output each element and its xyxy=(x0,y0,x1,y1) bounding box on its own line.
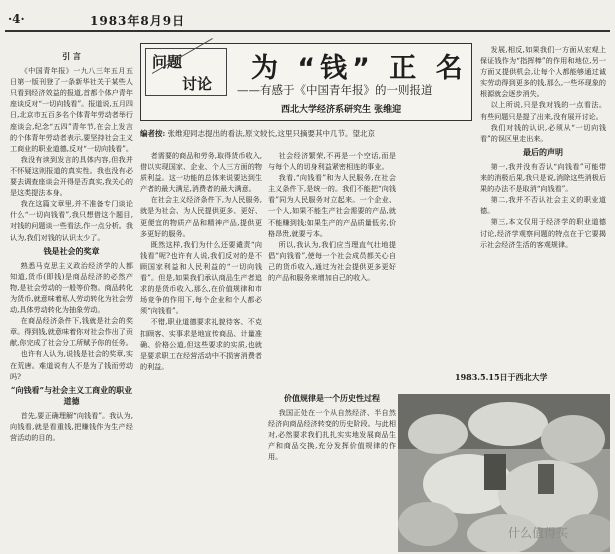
paragraph: 我没有读到发言的具体内容,但我并不怀疑这则报道的真实性。我也没有必要去调查座谈会开得是否真实,我关心的是这类提法本身。 xyxy=(10,154,133,198)
editor-note-text: 张维迎同志提出的看法,原文较长,这里只摘要其中几节。望北京 xyxy=(167,129,375,138)
section-heading: “向钱看”与社会主义工商业的职业道德 xyxy=(10,384,133,406)
stamp-top-text: 问题 xyxy=(152,53,183,71)
column-2 xyxy=(140,150,262,550)
page-number: ·4· xyxy=(8,12,25,26)
paragraph: 者需要的商品和劳务,取得货币收入,借以实现国家、企业、个人三方面的物质利益。这一功能的总体来说要达到生产者的最大满足,消费者的最大满意。 xyxy=(140,151,262,194)
column-5 xyxy=(480,44,606,384)
paragraph: 首先,要正确理解“向钱看”。我认为,向钱看,就是看重钱,把赚钱作为生产经营活动的目的。 xyxy=(10,410,133,443)
section-heading: 价值规律是一个历史性过程 xyxy=(284,393,380,403)
editor-note-label: 编者按: xyxy=(140,129,166,138)
article-title-box xyxy=(140,43,472,121)
article-subtitle: ——有感于《中国青年报》的一则报道 xyxy=(237,83,433,97)
watermark: 什么值得买 xyxy=(508,526,569,540)
section-heading: 最后的声明 xyxy=(523,146,563,157)
paragraph: 我国正处在一个从自然经济、半自然经济向商品经济转变的历史阶段。与此相对,必然要求我们扎扎实实地发展商品生产和商品交换,充分发挥价值规律的作用。 xyxy=(268,408,396,462)
editor-note xyxy=(140,128,472,139)
paragraph: 既然这样,我们为什么还要谴责“向钱看”呢?也许有人说,我们反对的是不顾国家利益和人民利益的“一切向钱看”。但是,如果我们承认商品生产者追求的是货币收入,那么,在价值规律和市场竞争的作用下,每个企业和个人都必须“向钱看”。 xyxy=(140,239,262,316)
paragraph: 第一,我并没有否认“向钱看”可能带来的消极后果,我只是说,消除这些消极后果的办法不是取消“向钱看”。 xyxy=(480,161,606,194)
column-1 xyxy=(10,48,133,548)
stamp-bottom-text: 讨论 xyxy=(182,75,213,93)
paragraph: 我在这篇文章里,并不准备专门谈论什么“一切向钱看”,我只想借这个题目,对钱的问题谈一些看法,作一点分析。我认为,我们对钱的认识太少了。 xyxy=(10,199,133,242)
paragraph: 第二,我并不否认社会主义的职业道德。 xyxy=(480,195,606,216)
paragraph: 发展,相反,如果我们一方面从宏观上保证钱作为“指挥棒”的作用和地位,另一方面又提供机会,让每个人都能够通过诚实劳动得到更多的钱,那么,一些坏现象的根源就会逐步消失。 xyxy=(480,45,606,99)
paragraph: 不错,职业道德要求礼貌待客、不克扣顾客、实事求是地宣传商品、计量准确、价格公道,但这些要求的实质,也就是要求职工在经营活动中不损害消费者的利益。 xyxy=(140,317,262,371)
paragraph: 在社会主义经济条件下,为人民服务,就是为社会、为人民提供更多、更好、更便宜的物质产品和精神产品,提供更多更好的服务。 xyxy=(140,195,262,238)
paragraph: 社会经济繁荣,不再是一个空话,而是与每个人的切身利益紧密相连的事业。 xyxy=(268,151,396,172)
issue-date: 1983年8月9日 xyxy=(90,14,186,28)
article-author: 西北大学经济系研究生 张维迎 xyxy=(281,105,402,115)
header-rule xyxy=(5,30,610,32)
paragraph: 以上所说,只是我对钱的一点看法。有些问题只是提了出来,没有展开讨论。 xyxy=(480,100,606,121)
paragraph: 《中国青年报》一九八三年五月五日第一版刊登了一条新华社关于某些人只看到经济效益的报道,首都个体户青年座谈反对“一切向钱看”。报道说,五月四日,北京市五百多名个体青年劳动者举行座谈会,纪念“五四”青年节,在会上发言的个体青年劳动者表示,要坚持社会主义工商业的职业道德,反对“一切向钱看”。 xyxy=(10,66,133,153)
column-3 xyxy=(268,150,396,390)
paragraph: 在商品经济条件下,钱就是社会的奖章。得到钱,就意味着你对社会作出了贡献,你完成了社会分工所赋予你的任务。 xyxy=(10,316,133,348)
paragraph: 所以,我认为,我们应当理直气壮地提倡“向钱看”,使每一个社会成员都关心自己的货币收入,通过为社会提供更多更好的产品和服务来增加自己的收入。 xyxy=(268,239,396,283)
article-photo xyxy=(398,394,610,552)
paragraph: 熟悉马克思主义政治经济学的人都知道,货币(即钱)是商品经济的必然产物,是社会劳动的一般等价物。商品转化为货币,就意味着私人劳动转化为社会劳动,具体劳动转化为抽象劳动。 xyxy=(10,260,133,315)
column-stamp xyxy=(145,48,227,96)
paragraph: 我们对钱的认识,必须从“一切向钱看”的误区里走出来。 xyxy=(480,122,606,143)
paragraph: 我看,“向钱看”和为人民服务,在社会主义条件下,是统一的。我们不能把“向钱看”同为人民服务对立起来。一个企业、一个人,如果不能生产社会需要的产品,就不能赚到钱;如果生产的产品质量低劣,价格昂贵,就要亏本。 xyxy=(268,173,396,238)
section-heading: 钱是社会的奖章 xyxy=(43,245,100,256)
intro-heading: 引 言 xyxy=(62,51,81,61)
paragraph: 也许有人认为,说钱是社会的奖章,实在荒唐。难道说有人不是为了钱而劳动吗? xyxy=(10,349,133,381)
article-signature: 1983.5.15日于西北大学 xyxy=(455,372,548,382)
page-header xyxy=(0,0,615,30)
column-3-lower xyxy=(268,390,396,550)
paragraph: 第三,本文仅用于经济学的职业道德讨论,经济学观察问题的特点在于它要揭示社会经济生活的客观规律。 xyxy=(480,217,606,249)
article-title: 为 “钱” 正 名 xyxy=(251,53,468,84)
